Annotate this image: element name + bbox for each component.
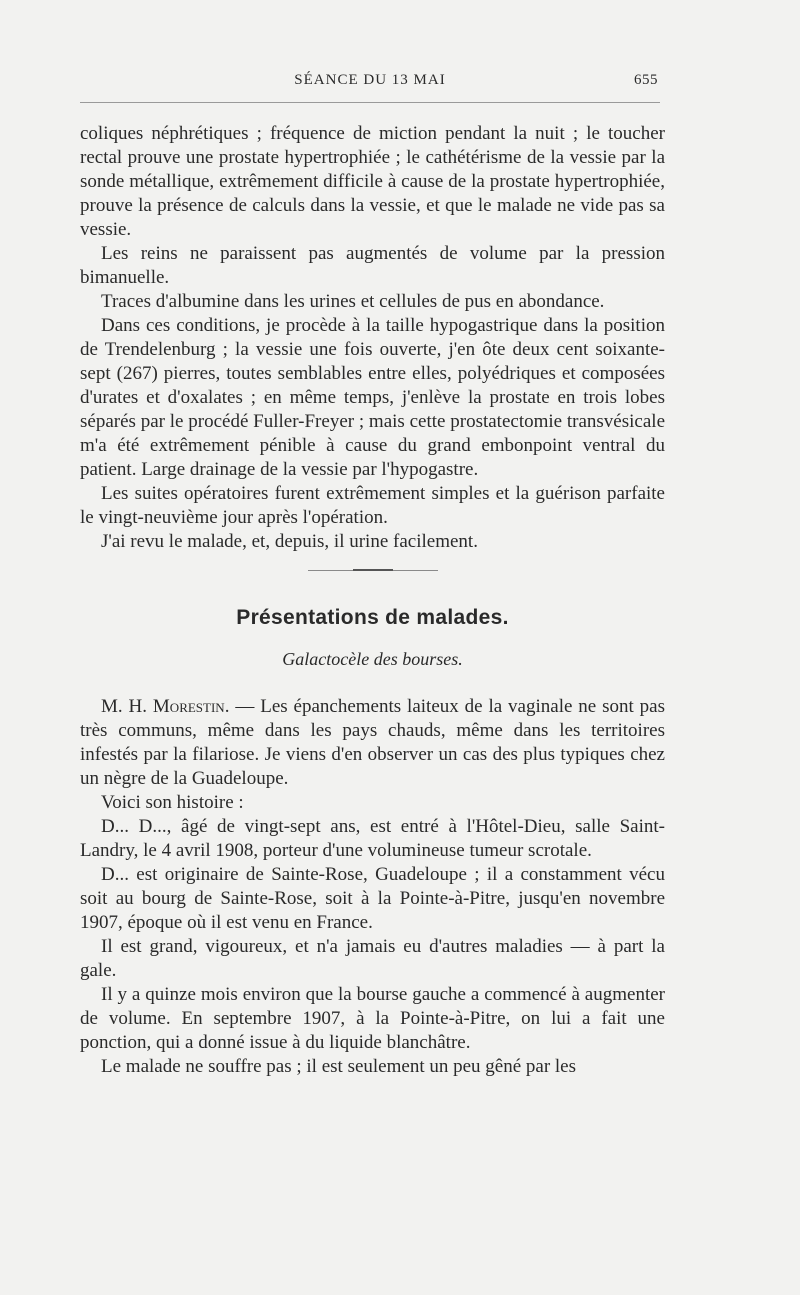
paragraph bbox=[80, 695, 665, 791]
running-header bbox=[80, 72, 660, 98]
paragraph: Le malade ne souffre pas ; il est seulement un peu gêné par les bbox=[101, 1056, 577, 1077]
section-divider bbox=[308, 570, 438, 571]
paragraph: Les reins ne paraissent pas augmentés de volume par la pression bimanuelle. bbox=[80, 243, 665, 288]
body-text bbox=[80, 122, 665, 1079]
header-rule bbox=[80, 102, 660, 103]
paragraph: D... D..., âgé de vingt-sept ans, est entré à l'Hôtel-Dieu, salle Saint-Landry, le 4 avril 1908, porteur d'une volumineuse tumeur scrotale. bbox=[80, 816, 665, 861]
paragraph: Dans ces conditions, je procède à la taille hypogastrique dans la position de Trendelenburg ; la vessie une fois ouverte, j'en ôte deux cent soixante-sept (267) pierres, toutes semblables entre elles, polyédriques et composées d'urates et d'oxalates ; en même temps, j'enlève la prostate en trois lobes séparés par le procédé Fuller-Freyer ; mais cette prostatectomie transvésicale m'a été extrêmement pénible à cause du grand embonpoint ventral du patient. Large drainage de la vessie par l'hypogastre. bbox=[80, 315, 665, 480]
page-number: 655 bbox=[634, 72, 658, 88]
paragraph: coliques néphrétiques ; fréquence de miction pendant la nuit ; le toucher rectal prouve une prostate hypertrophiée ; le cathétérisme de la vessie par la sonde métallique, extrêmement difficile à cause de la prostate hypertrophiée, prouve la présence de calculs dans la vessie, et que le malade ne vide pas sa vessie. bbox=[80, 123, 665, 240]
paragraph: J'ai revu le malade, et, depuis, il urine facilement. bbox=[101, 531, 478, 552]
paragraph: D... est originaire de Sainte-Rose, Guadeloupe ; il a constamment vécu soit au bourg de Sainte-Rose, soit à la Pointe-à-Pitre, jusqu'en novembre 1907, époque où il est venu en France. bbox=[80, 864, 665, 933]
speaker-name: Morestin. bbox=[152, 696, 230, 717]
paragraph: Les suites opératoires furent extrêmement simples et la guérison parfaite le vingt-neuvième jour après l'opération. bbox=[80, 483, 665, 528]
header-title: SÉANCE DU 13 MAI bbox=[294, 72, 446, 88]
section-subtitle: Galactocèle des bourses. bbox=[282, 649, 463, 669]
section-title: Présentations de malades. bbox=[236, 606, 509, 629]
speaker-prefix: M. H. bbox=[101, 696, 148, 717]
paragraph: Il y a quinze mois environ que la bourse gauche a commencé à augmenter de volume. En septembre 1907, à la Pointe-à-Pitre, on lui a fait une ponction, qui a donné issue à du liquide blanchâtre. bbox=[80, 984, 665, 1053]
paragraph: Traces d'albumine dans les urines et cellules de pus en abondance. bbox=[101, 291, 605, 312]
paragraph: Il est grand, vigoureux, et n'a jamais eu d'autres maladies — à part la gale. bbox=[80, 936, 665, 981]
paragraph-text: — Les épanchements laiteux de la vaginale ne sont pas très communs, même dans les pays chauds, même dans les territoires infestés par la filariose. Je viens d'en observer un cas des plus typiques chez un nègre de la Guadeloupe. bbox=[80, 696, 665, 789]
paragraph: Voici son histoire : bbox=[101, 792, 244, 813]
